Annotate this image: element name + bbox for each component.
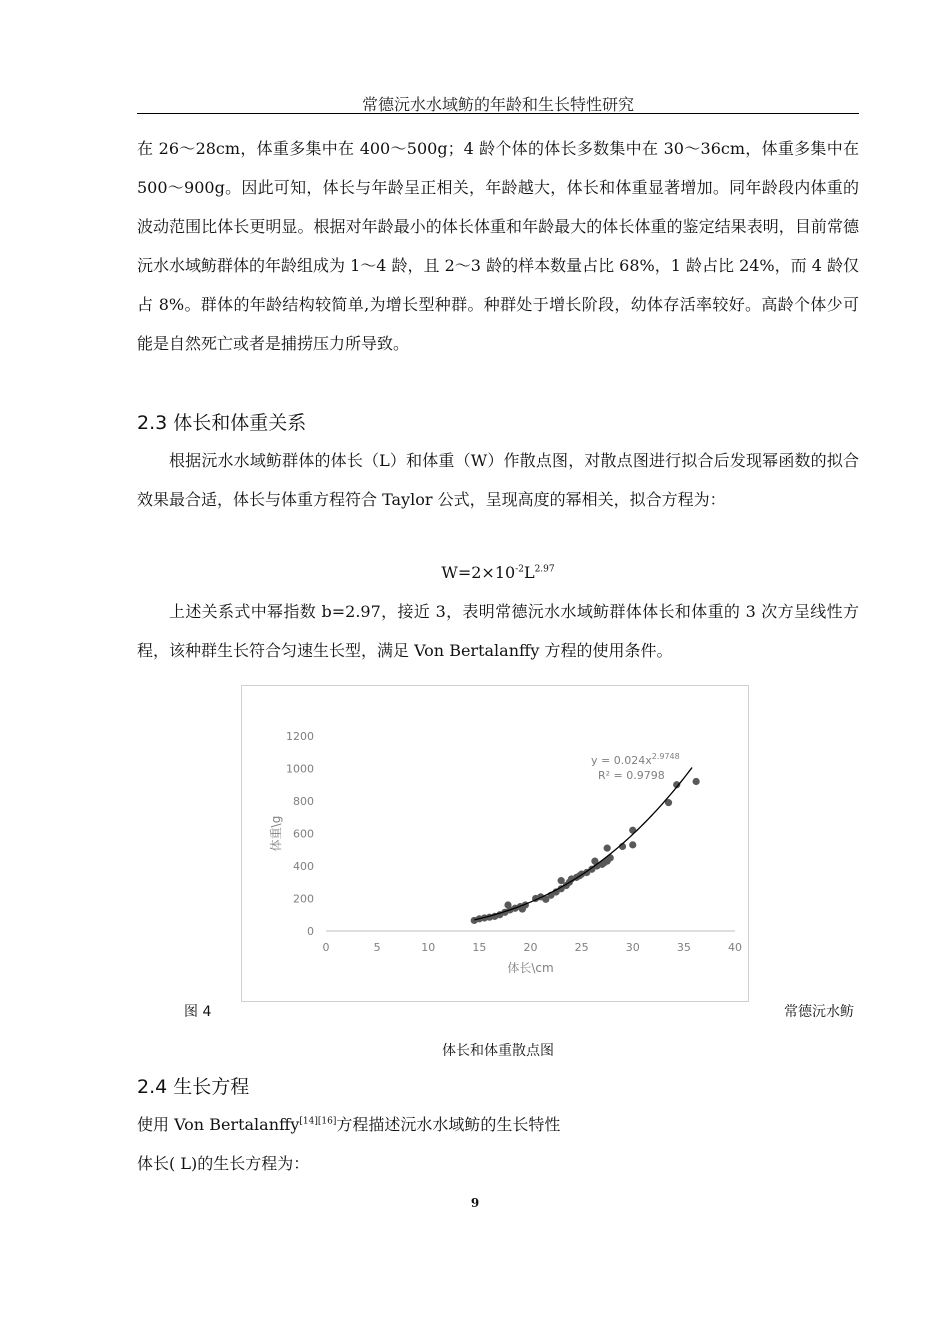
line-text-pre: 使用 Von Bertalanffy <box>137 1115 300 1134</box>
trendline-equation <box>591 752 680 767</box>
y-tick-label: 1000 <box>286 762 314 776</box>
section-heading-2-4: 2.4 生长方程 <box>137 1076 250 1098</box>
text-line-von-bertalanffy <box>137 1112 560 1135</box>
scatter-chart-frame <box>241 685 749 1002</box>
formula-exp2: 2.97 <box>534 564 555 575</box>
page-number: 9 <box>470 1196 480 1210</box>
scatter-chart <box>242 686 748 1001</box>
trendline <box>474 767 692 919</box>
paragraph-exponent: 上述关系式中幂指数 b=2.97，接近 3，表明常德沅水水域鲂群体体长和体重的 3 次方呈线性方程，该种群生长符合匀速生长型，满足 Von Bertalanffy 方程的使用条件。 <box>137 602 859 660</box>
paragraph-length-weight: 根据沅水水域鲂群体的体长（L）和体重（W）作散点图，对散点图进行拟合后发现幂函数的拟合效果最合适，体长与体重方程符合 Taylor 公式，呈现高度的幂相关，拟合方程为： <box>137 451 859 509</box>
r-squared-label: R² = 0.9798 <box>598 769 665 782</box>
figure-caption: 体长和体重散点图 <box>442 1043 554 1059</box>
formula-mid: L <box>523 563 535 582</box>
equation-exponent: 2.9748 <box>651 752 680 761</box>
figure-label: 图 4 <box>184 1004 212 1020</box>
data-point <box>693 778 700 785</box>
y-tick-label: 400 <box>293 860 314 873</box>
running-header: 常德沅水水域鲂的年龄和生长特性研究 <box>361 95 634 114</box>
x-tick-label: 0 <box>322 941 330 954</box>
y-tick-label: 1200 <box>286 730 314 743</box>
data-point <box>604 845 611 852</box>
header-rule <box>137 113 859 114</box>
x-tick-label: 15 <box>472 941 487 954</box>
line-text-post: 方程描述沅水水域鲂的生长特性 <box>336 1115 561 1134</box>
citation-ref: [14][16] <box>299 1116 337 1127</box>
x-tick-label: 10 <box>421 941 436 954</box>
formula-exp1: -2 <box>515 564 524 575</box>
x-tick-label: 35 <box>676 941 691 954</box>
y-tick-label: 0 <box>307 925 314 938</box>
x-tick-label: 25 <box>574 941 589 954</box>
x-tick-label: 30 <box>625 941 640 954</box>
figure-title-fragment: 常德沅水鲂 <box>784 1004 854 1020</box>
formula-base: W=2×10 <box>441 563 516 582</box>
section-heading-2-3: 2.3 体长和体重关系 <box>137 412 307 434</box>
y-axis-title: 体重\g <box>269 815 283 852</box>
y-tick-label: 800 <box>293 795 314 808</box>
y-tick-label: 200 <box>293 892 314 906</box>
x-tick-label: 20 <box>523 941 538 954</box>
data-point <box>629 841 636 848</box>
x-tick-label: 5 <box>373 941 381 954</box>
paragraph-age-results: 在 26～28cm，体重多集中在 400～500g；4 龄个体的体长多数集中在 30～36cm，体重多集中在 500～900g。因此可知，体长与年龄呈正相关，年龄越大，体长和体重显著增加。同年龄段内体重的波动范围比体长更明显。根据对年龄最小的体长体重和年龄最大的体长体重的鉴定结果表明，目前常德沅水水域鲂群体的年龄组成为 1～4 龄，且 2～3 龄的样本数量占比 68%，1 龄占比 24%，而 4 龄仅占 8%。群体的年龄结构较简单,为增长型种群。种群处于增长阶段，幼体存活率较好。高龄个体少可能是自然死亡或者是捕捞压力所导致。 <box>137 139 859 353</box>
fit-equation <box>137 563 859 582</box>
x-tick-label: 40 <box>728 941 742 954</box>
text-line-growth-equation: 体长( L)的生长方程为： <box>137 1154 310 1173</box>
y-tick-label: 600 <box>293 827 314 841</box>
x-axis-title: 体长\cm <box>507 961 554 975</box>
equation-base: y = 0.024x <box>591 754 652 767</box>
